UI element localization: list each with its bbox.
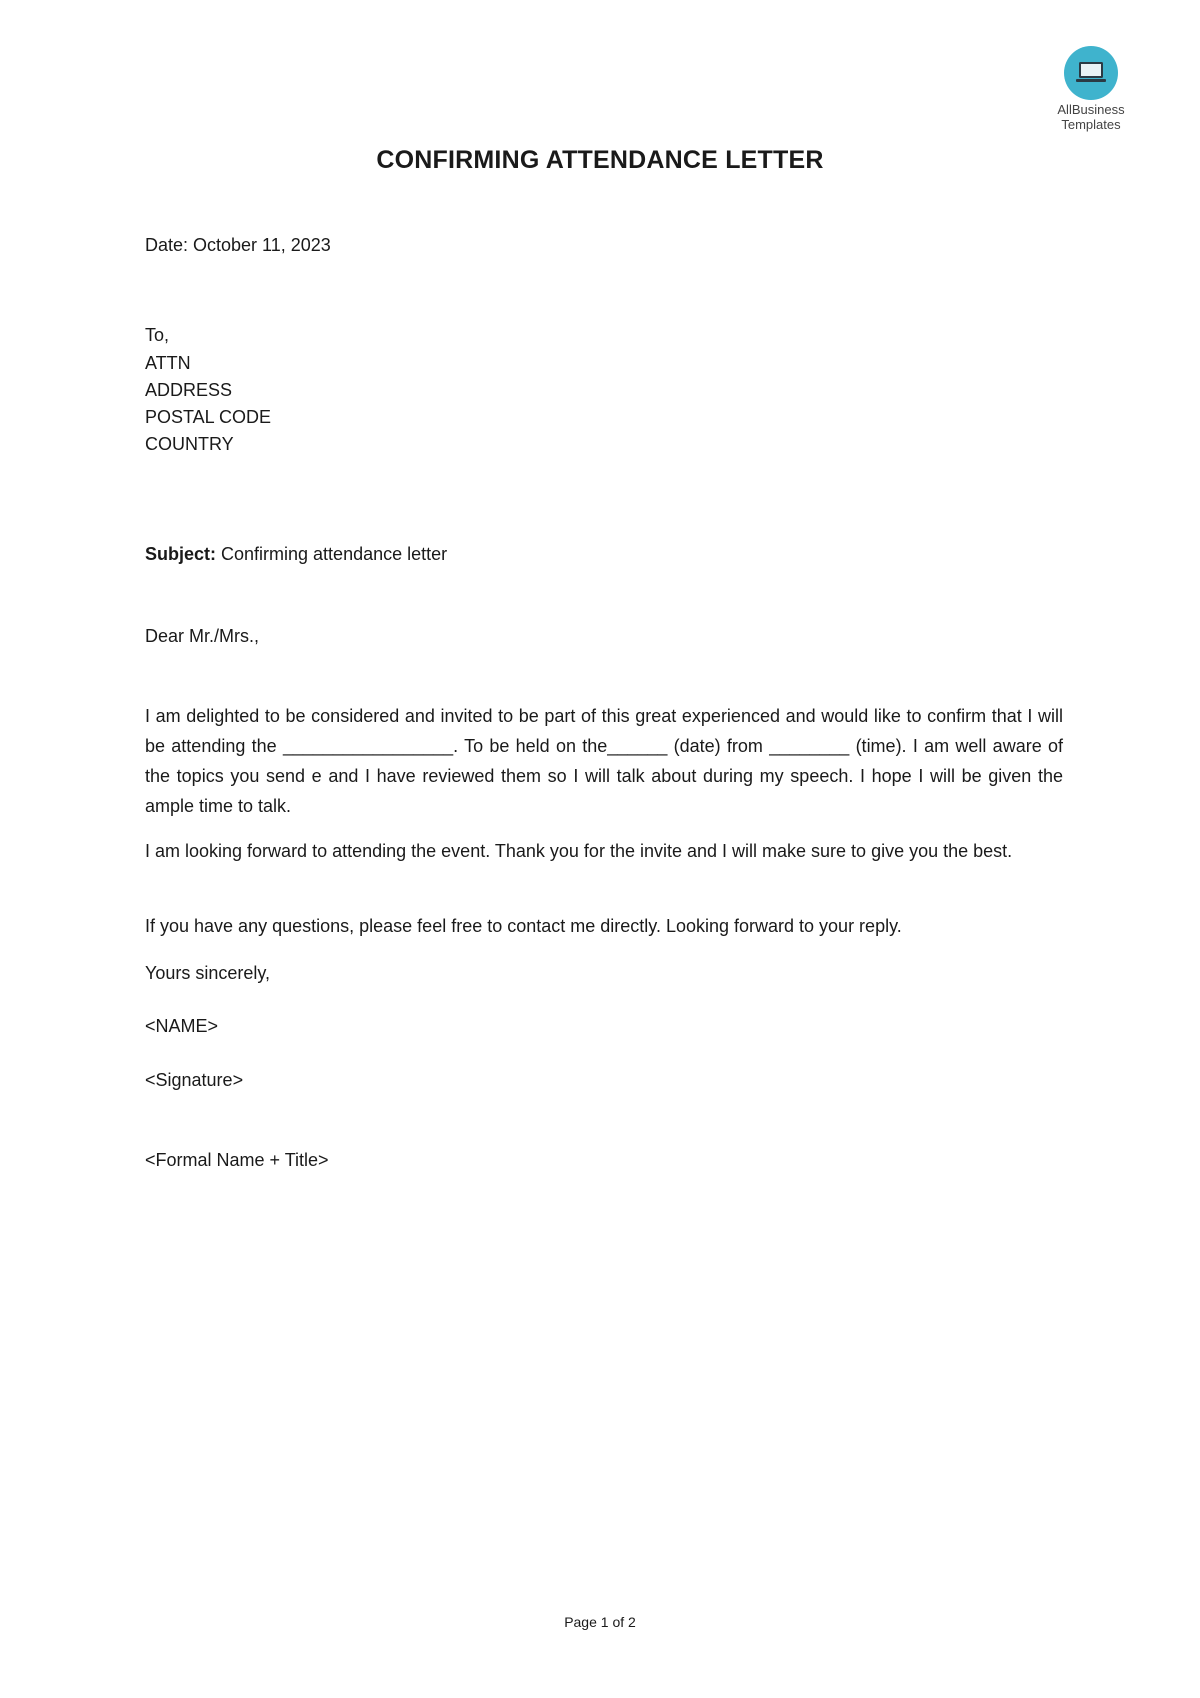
document-title: CONFIRMING ATTENDANCE LETTER [376,146,824,174]
recipient-country: COUNTRY [145,434,234,454]
signature-placeholder: <Signature> [145,1070,244,1090]
recipient-attn: ATTN [145,353,191,373]
subject-text: Confirming attendance letter [216,544,448,564]
recipient-to: To, [145,325,170,345]
salutation: Dear Mr./Mrs., [145,626,260,646]
date-line: Date: October 11, 2023 [145,235,331,255]
body-paragraph-1: I am delighted to be considered and invited to be part of this great experienced and would like to confirm that I will be attending the _________________. To be held on the______ (date) from ________ (time). I am well aware of the topics you send e and I have reviewed them so I will talk about during my speech. I hope I will be given the ample time to talk. [145,706,1063,816]
recipient-postal-code: POSTAL CODE [145,407,272,427]
closing: Yours sincerely, [145,963,271,983]
name-placeholder: <NAME> [145,1016,219,1036]
formal-name-placeholder: <Formal Name + Title> [145,1150,329,1170]
allbusiness-templates-logo [1043,46,1139,132]
page-number: Page 1 of 2 [564,1614,636,1630]
body-paragraph-2: I am looking forward to attending the event. Thank you for the invite and I will make sure to give you the best. [145,841,1013,861]
laptop-icon [1064,46,1118,100]
recipient-address: ADDRESS [145,380,233,400]
subject-label: Subject: [145,544,217,564]
logo-text-line2: Templates [1061,117,1121,132]
subject-line [145,541,447,567]
logo-text-line1: AllBusiness [1057,102,1125,117]
body-paragraph-3: If you have any questions, please feel free to contact me directly. Looking forward to your reply. [145,916,902,936]
